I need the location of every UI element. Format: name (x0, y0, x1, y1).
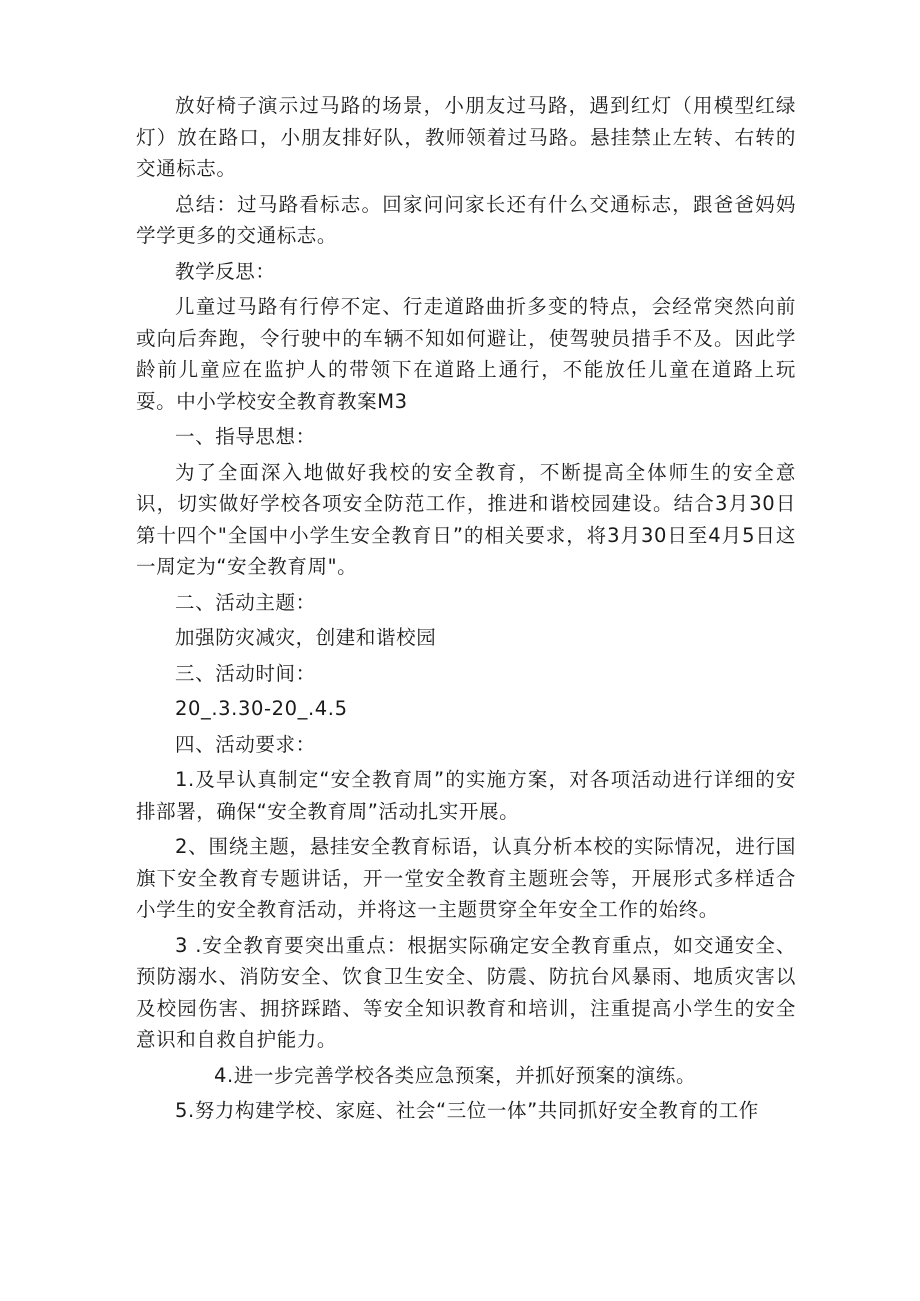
heading-guiding-ideology: 一、指导思想： (175, 425, 316, 448)
paragraph-guiding-ideology: 为了全面深入地做好我校的安全教育，不断提高全体师生的安全意识，切实做好学校各项安全防范工作，推进和谐校园建设。结合3月30日第十四个"全国中小学生安全教育日”的相关要求，将3月30日至4月5日这一周定为“安全教育周"。 (136, 460, 796, 578)
heading-activity-time: 三、活动时间： (175, 661, 316, 685)
paragraph-activity-theme: 加强防灾减灾，创建和谐校园 (175, 626, 437, 649)
list-item-requirement-5: 5.努力构建学校、家庭、社会“三位一体”共同抓好安全教育的工作 (175, 1099, 759, 1122)
document-page (136, 90, 796, 1131)
paragraph-activity-time: 20_.3.30-20_.4.5 (175, 697, 348, 720)
list-item-requirement-1: 1.及早认真制定“安全教育周”的实施方案，对各项活动进行详细的安排部署，确保“安全教育周”活动扎实开展。 (136, 768, 796, 823)
list-item-number: 4 (214, 1063, 228, 1087)
paragraph-reflection: 儿童过马路有行停不定、行走道路曲折多变的特点，会经常突然向前或向后奔跑，令行驶中的车辆不知如何避让，使驾驶员措手不及。因此学龄前儿童应在监护人的带领下在道路上通行，不能放任儿童在道路上玩耍。中小学校安全教育教案M3 (136, 295, 796, 413)
heading-activity-theme: 二、活动主题： (175, 590, 316, 614)
paragraph-summary: 总结：过马路看标志。回家问问家长还有什么交通标志，跟爸爸妈妈学学更多的交通标志。 (136, 192, 796, 247)
paragraph-crossing-demo: 放好椅子演示过马路的场景，小朋友过马路，遇到红灯（用模型红绿灯）放在路口，小朋友排好队，教师领着过马路。悬挂禁止左转、右转的交通标志。 (136, 94, 796, 180)
list-item-requirement-4 (136, 1060, 796, 1092)
list-item-requirement-3: 3 .安全教育要突出重点：根据实际确定安全教育重点，如交通安全、预防溺水、消防安全、饮食卫生安全、防震、防抗台风暴雨、地质灾害以及校园伤害、拥挤踩踏、等安全知识教育和培训，注重提高小学生的安全意识和自救自护能力。 (136, 933, 796, 1051)
list-item-text: .进一步完善学校各类应急预案，并抓好预案的演练。 (227, 1063, 697, 1087)
heading-teaching-reflection: 教学反思： (175, 259, 276, 283)
heading-activity-requirements: 四、活动要求： (175, 732, 316, 756)
list-item-requirement-2: 2、围绕主题，悬挂安全教育标语，认真分析本校的实际情况，进行国旗下安全教育专题讲话，开一堂安全教育主题班会等，开展形式多样适合小学生的安全教育活动，并将这一主题贯穿全年安全工作的始终。 (136, 835, 796, 921)
